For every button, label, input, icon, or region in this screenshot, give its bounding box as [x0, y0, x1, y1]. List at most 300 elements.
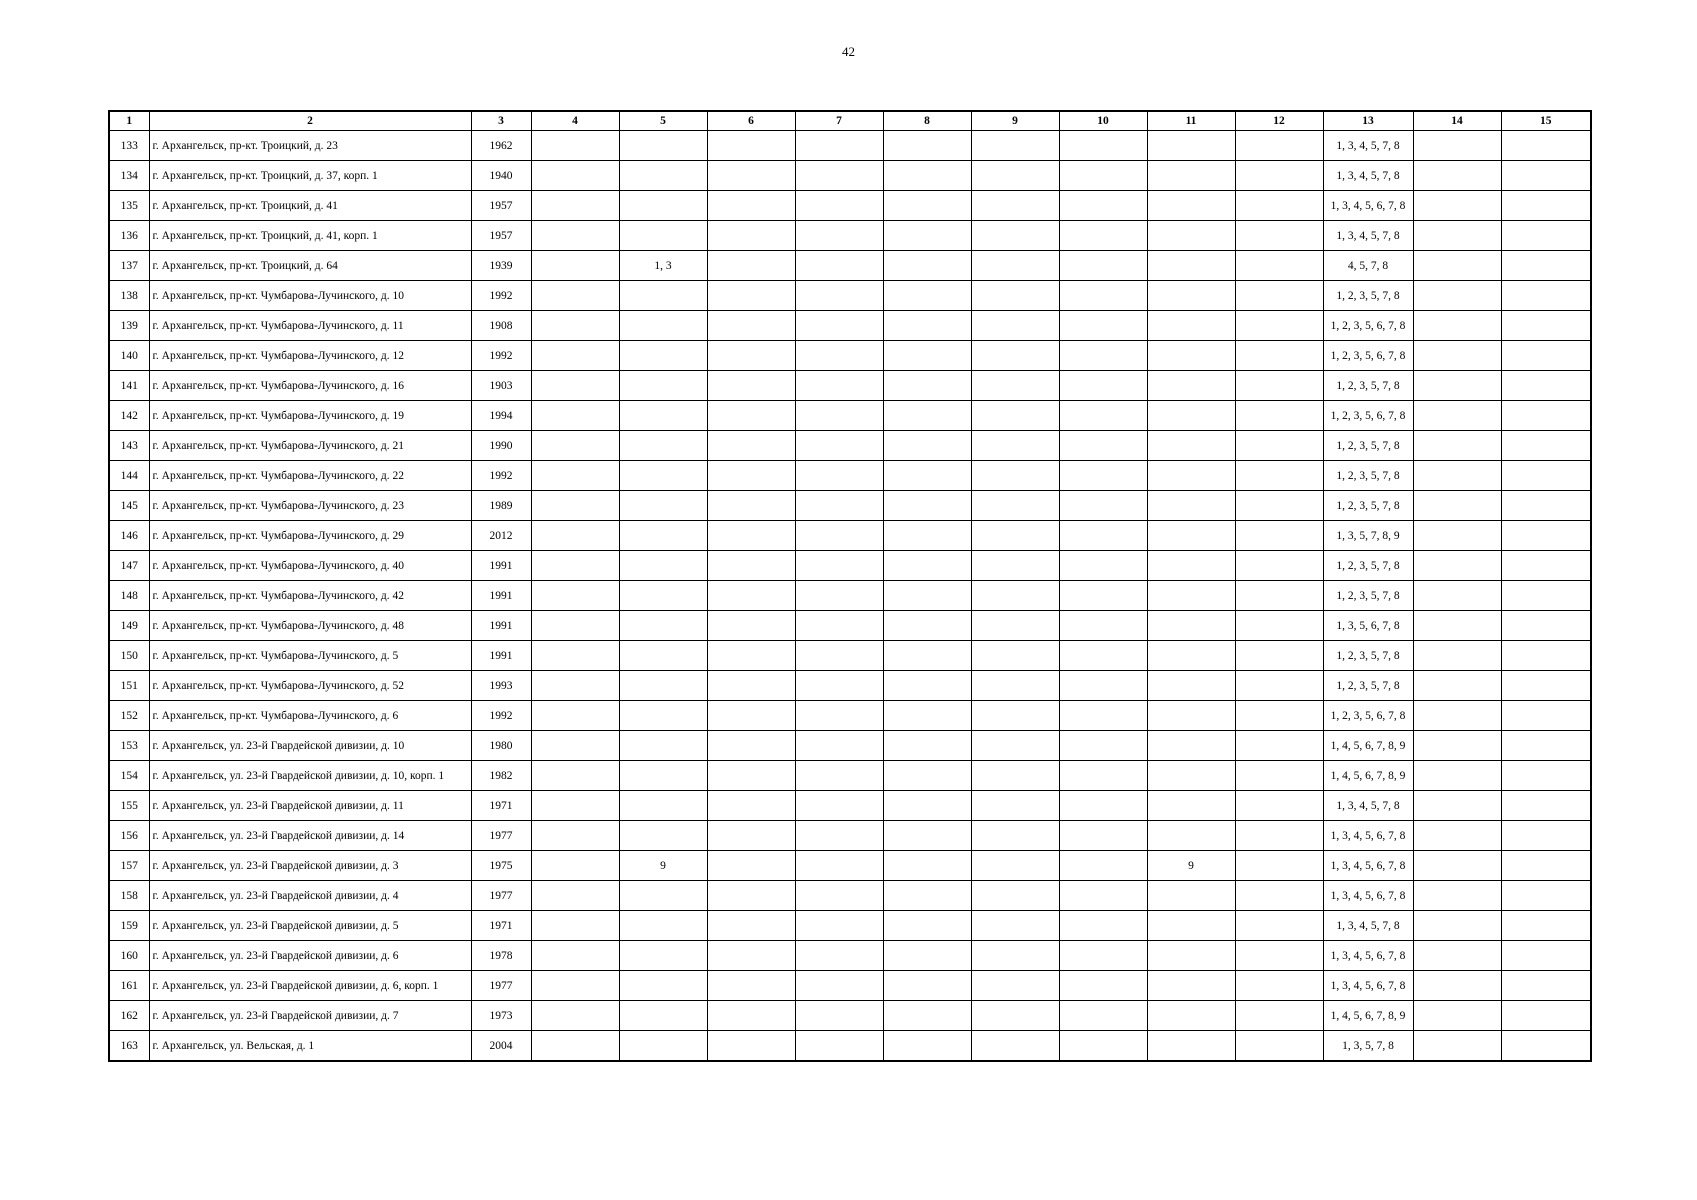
table-cell [795, 191, 883, 221]
table-cell [1059, 731, 1147, 761]
table-cell [619, 431, 707, 461]
table-row [109, 191, 1591, 221]
table-cell: 1, 2, 3, 5, 7, 8 [1323, 371, 1413, 401]
row-number-cell: 156 [109, 821, 149, 851]
table-cell [1501, 911, 1591, 941]
table-cell [883, 731, 971, 761]
table-cell [883, 1031, 971, 1062]
table-cell [619, 131, 707, 161]
table-cell [795, 371, 883, 401]
year-cell: 1957 [471, 191, 531, 221]
table-cell [1413, 1031, 1501, 1062]
table-cell [619, 521, 707, 551]
table-cell [1147, 281, 1235, 311]
table-cell: 1, 2, 3, 5, 7, 8 [1323, 551, 1413, 581]
table-cell [883, 341, 971, 371]
column-header-7: 7 [795, 111, 883, 131]
table-cell [1147, 401, 1235, 431]
row-number-cell: 158 [109, 881, 149, 911]
table-cell [619, 971, 707, 1001]
table-cell [1501, 821, 1591, 851]
table-cell [971, 221, 1059, 251]
table-cell [1235, 251, 1323, 281]
table-cell: 1, 3, 4, 5, 7, 8 [1323, 161, 1413, 191]
table-cell [619, 821, 707, 851]
address-cell: г. Архангельск, пр-кт. Чумбарова-Лучинского, д. 40 [149, 551, 471, 581]
table-cell [1413, 191, 1501, 221]
year-cell: 1992 [471, 461, 531, 491]
row-number-cell: 146 [109, 521, 149, 551]
table-row [109, 161, 1591, 191]
row-number-cell: 134 [109, 161, 149, 191]
table-cell [971, 821, 1059, 851]
table-cell [619, 731, 707, 761]
table-cell [1413, 671, 1501, 701]
table-cell [1413, 821, 1501, 851]
table-cell: 1, 3, 4, 5, 6, 7, 8 [1323, 941, 1413, 971]
year-cell: 2012 [471, 521, 531, 551]
row-number-cell: 136 [109, 221, 149, 251]
table-cell [1235, 401, 1323, 431]
column-header-8: 8 [883, 111, 971, 131]
table-cell [795, 701, 883, 731]
column-header-4: 4 [531, 111, 619, 131]
table-cell [1147, 551, 1235, 581]
table-cell [1059, 131, 1147, 161]
address-cell: г. Архангельск, пр-кт. Чумбарова-Лучинского, д. 19 [149, 401, 471, 431]
year-cell: 1939 [471, 251, 531, 281]
table-cell [707, 911, 795, 941]
table-cell: 1, 3, 5, 7, 8 [1323, 1031, 1413, 1062]
table-cell [707, 551, 795, 581]
table-cell [707, 701, 795, 731]
address-cell: г. Архангельск, пр-кт. Чумбарова-Лучинского, д. 52 [149, 671, 471, 701]
table-cell [883, 521, 971, 551]
table-cell [795, 461, 883, 491]
table-cell [1147, 671, 1235, 701]
table-cell [971, 551, 1059, 581]
table-cell [1413, 461, 1501, 491]
table-cell [795, 641, 883, 671]
table-cell [531, 671, 619, 701]
row-number-cell: 161 [109, 971, 149, 1001]
table-cell [1235, 671, 1323, 701]
table-cell [883, 191, 971, 221]
table-cell [795, 431, 883, 461]
row-number-cell: 133 [109, 131, 149, 161]
table-cell [619, 461, 707, 491]
column-header-14: 14 [1413, 111, 1501, 131]
table-cell [531, 1001, 619, 1031]
year-cell: 1962 [471, 131, 531, 161]
table-cell [971, 311, 1059, 341]
table-cell [1235, 821, 1323, 851]
table-cell [531, 431, 619, 461]
table-cell [1413, 371, 1501, 401]
table-cell [971, 191, 1059, 221]
table-cell [1059, 521, 1147, 551]
table-cell: 1, 4, 5, 6, 7, 8, 9 [1323, 761, 1413, 791]
table-cell [1059, 701, 1147, 731]
table-cell [1059, 161, 1147, 191]
table-cell: 1, 3, 4, 5, 6, 7, 8 [1323, 191, 1413, 221]
address-cell: г. Архангельск, пр-кт. Троицкий, д. 23 [149, 131, 471, 161]
table-cell [1413, 791, 1501, 821]
column-header-6: 6 [707, 111, 795, 131]
row-number-cell: 150 [109, 641, 149, 671]
table-cell [1059, 581, 1147, 611]
header-row [109, 111, 1591, 131]
table-cell [531, 551, 619, 581]
table-cell [795, 251, 883, 281]
table-cell [1147, 311, 1235, 341]
table-cell [1059, 971, 1147, 1001]
table-cell [1059, 791, 1147, 821]
table-cell [707, 821, 795, 851]
row-number-cell: 154 [109, 761, 149, 791]
table-cell [531, 341, 619, 371]
table-cell [1235, 311, 1323, 341]
table-cell [1235, 881, 1323, 911]
table-cell [531, 281, 619, 311]
table-cell: 1, 2, 3, 5, 7, 8 [1323, 581, 1413, 611]
table-cell [1413, 131, 1501, 161]
table-cell [971, 251, 1059, 281]
address-cell: г. Архангельск, ул. 23-й Гвардейской дивизии, д. 10, корп. 1 [149, 761, 471, 791]
year-cell: 1992 [471, 701, 531, 731]
row-number-cell: 152 [109, 701, 149, 731]
row-number-cell: 153 [109, 731, 149, 761]
table-cell [883, 611, 971, 641]
year-cell: 1975 [471, 851, 531, 881]
page-number: 42 [842, 44, 855, 59]
table-cell [707, 161, 795, 191]
table-cell [531, 581, 619, 611]
table-cell [1059, 371, 1147, 401]
table-cell [1147, 371, 1235, 401]
table-row [109, 431, 1591, 461]
table-cell [1235, 551, 1323, 581]
table-cell [795, 791, 883, 821]
table-row [109, 521, 1591, 551]
table-cell [1235, 701, 1323, 731]
table-cell [971, 431, 1059, 461]
table-cell [795, 221, 883, 251]
table-cell [1059, 641, 1147, 671]
table-cell [795, 881, 883, 911]
table-cell [619, 1001, 707, 1031]
table-cell [971, 521, 1059, 551]
table-row [109, 761, 1591, 791]
table-cell [795, 761, 883, 791]
year-cell: 1978 [471, 941, 531, 971]
table-cell [1059, 431, 1147, 461]
address-cell: г. Архангельск, пр-кт. Чумбарова-Лучинского, д. 42 [149, 581, 471, 611]
table-row [109, 1031, 1591, 1062]
address-cell: г. Архангельск, ул. 23-й Гвардейской дивизии, д. 14 [149, 821, 471, 851]
table-cell [883, 401, 971, 431]
table-cell [1059, 461, 1147, 491]
year-cell: 1973 [471, 1001, 531, 1031]
table-cell [1235, 191, 1323, 221]
year-cell: 1993 [471, 671, 531, 701]
year-cell: 1991 [471, 641, 531, 671]
table-cell [1413, 1001, 1501, 1031]
table-cell [1501, 401, 1591, 431]
table-cell [531, 161, 619, 191]
table-cell [795, 1001, 883, 1031]
table-cell [971, 161, 1059, 191]
table-cell [531, 791, 619, 821]
table-cell [1235, 491, 1323, 521]
row-number-cell: 135 [109, 191, 149, 221]
table-cell [531, 851, 619, 881]
table-cell [1501, 881, 1591, 911]
table-cell [1413, 311, 1501, 341]
table-cell [883, 431, 971, 461]
table-cell [1501, 791, 1591, 821]
year-cell: 1903 [471, 371, 531, 401]
year-cell: 1992 [471, 281, 531, 311]
address-cell: г. Архангельск, пр-кт. Чумбарова-Лучинского, д. 23 [149, 491, 471, 521]
table-cell [1059, 341, 1147, 371]
table-cell [707, 791, 795, 821]
table-cell [619, 281, 707, 311]
year-cell: 1980 [471, 731, 531, 761]
table-cell [531, 761, 619, 791]
table-cell [1413, 701, 1501, 731]
table-cell [1501, 851, 1591, 881]
table-cell [1059, 311, 1147, 341]
table-cell [1501, 761, 1591, 791]
table-cell [1413, 551, 1501, 581]
table-cell: 1, 3, 4, 5, 6, 7, 8 [1323, 851, 1413, 881]
table-cell: 4, 5, 7, 8 [1323, 251, 1413, 281]
table-cell [1413, 911, 1501, 941]
table-row [109, 491, 1591, 521]
table-cell [1059, 911, 1147, 941]
table-cell [1147, 461, 1235, 491]
table-cell [1501, 941, 1591, 971]
table-row [109, 401, 1591, 431]
table-cell [1235, 131, 1323, 161]
table-cell [883, 491, 971, 521]
table-cell [1059, 1001, 1147, 1031]
table-cell [1059, 881, 1147, 911]
table-cell [531, 311, 619, 341]
table-cell [1501, 251, 1591, 281]
table-cell [971, 911, 1059, 941]
table-cell: 1, 2, 3, 5, 7, 8 [1323, 671, 1413, 701]
table-cell [971, 761, 1059, 791]
table-cell: 1, 3, 5, 7, 8, 9 [1323, 521, 1413, 551]
table-cell [1413, 611, 1501, 641]
table-cell [707, 341, 795, 371]
table-cell [971, 341, 1059, 371]
table-cell [795, 161, 883, 191]
table-cell: 1, 3, 4, 5, 7, 8 [1323, 911, 1413, 941]
row-number-cell: 140 [109, 341, 149, 371]
table-cell: 1, 3, 4, 5, 6, 7, 8 [1323, 971, 1413, 1001]
table-cell [531, 881, 619, 911]
table-cell [1059, 611, 1147, 641]
address-cell: г. Архангельск, пр-кт. Чумбарова-Лучинского, д. 12 [149, 341, 471, 371]
table-cell [1059, 761, 1147, 791]
table-cell [1235, 281, 1323, 311]
table-cell [795, 821, 883, 851]
table-cell [1501, 161, 1591, 191]
table-cell [707, 881, 795, 911]
table-row [109, 791, 1591, 821]
table-cell [971, 731, 1059, 761]
table-cell [1501, 191, 1591, 221]
table-cell [1147, 641, 1235, 671]
row-number-cell: 159 [109, 911, 149, 941]
row-number-cell: 147 [109, 551, 149, 581]
table-cell [531, 701, 619, 731]
table-row [109, 341, 1591, 371]
table-cell [883, 131, 971, 161]
table-cell [619, 911, 707, 941]
table-cell [971, 671, 1059, 701]
year-cell: 1994 [471, 401, 531, 431]
table-cell [1413, 431, 1501, 461]
row-number-cell: 149 [109, 611, 149, 641]
table-cell [795, 851, 883, 881]
table-cell [707, 191, 795, 221]
table-cell [531, 1031, 619, 1062]
year-cell: 1940 [471, 161, 531, 191]
table-cell [883, 701, 971, 731]
table-cell [707, 431, 795, 461]
table-cell [1059, 191, 1147, 221]
table-cell [619, 761, 707, 791]
address-cell: г. Архангельск, пр-кт. Чумбарова-Лучинского, д. 6 [149, 701, 471, 731]
table-cell [1413, 251, 1501, 281]
address-cell: г. Архангельск, ул. 23-й Гвардейской дивизии, д. 6 [149, 941, 471, 971]
table-cell [531, 911, 619, 941]
table-cell [883, 371, 971, 401]
table-cell [531, 491, 619, 521]
table-cell [707, 521, 795, 551]
table-cell [1501, 971, 1591, 1001]
address-cell: г. Архангельск, пр-кт. Чумбарова-Лучинского, д. 29 [149, 521, 471, 551]
table-cell [707, 311, 795, 341]
table-cell [1147, 431, 1235, 461]
table-cell [1235, 911, 1323, 941]
table-cell [619, 881, 707, 911]
table-cell [1501, 1001, 1591, 1031]
table-cell [619, 1031, 707, 1062]
year-cell: 1977 [471, 821, 531, 851]
table-row [109, 1001, 1591, 1031]
address-cell: г. Архангельск, пр-кт. Троицкий, д. 41 [149, 191, 471, 221]
table-cell [795, 731, 883, 761]
table-cell [531, 401, 619, 431]
table-cell [1235, 161, 1323, 191]
table-cell [795, 671, 883, 701]
table-cell [1235, 1001, 1323, 1031]
year-cell: 1977 [471, 971, 531, 1001]
address-cell: г. Архангельск, ул. 23-й Гвардейской дивизии, д. 4 [149, 881, 471, 911]
table-cell [1059, 401, 1147, 431]
address-cell: г. Архангельск, ул. 23-й Гвардейской дивизии, д. 11 [149, 791, 471, 821]
table-row [109, 581, 1591, 611]
table-cell [707, 641, 795, 671]
table-cell [1501, 461, 1591, 491]
row-number-cell: 142 [109, 401, 149, 431]
year-cell: 1908 [471, 311, 531, 341]
table-cell [1235, 971, 1323, 1001]
table-cell [619, 221, 707, 251]
table-cell [707, 851, 795, 881]
table-cell [1059, 491, 1147, 521]
table-cell: 1, 3 [619, 251, 707, 281]
table-cell [1147, 191, 1235, 221]
table-cell [1235, 611, 1323, 641]
table-cell [619, 941, 707, 971]
row-number-cell: 148 [109, 581, 149, 611]
table-cell [883, 1001, 971, 1031]
table-cell: 1, 2, 3, 5, 7, 8 [1323, 281, 1413, 311]
table-cell [1501, 341, 1591, 371]
year-cell: 1992 [471, 341, 531, 371]
year-cell: 1957 [471, 221, 531, 251]
table-cell [531, 641, 619, 671]
table-cell: 1, 2, 3, 5, 7, 8 [1323, 641, 1413, 671]
year-cell: 1982 [471, 761, 531, 791]
table-cell [707, 671, 795, 701]
table-cell [1059, 551, 1147, 581]
table-cell [971, 281, 1059, 311]
table-cell [971, 791, 1059, 821]
table-cell [1413, 221, 1501, 251]
table-cell [1147, 341, 1235, 371]
address-cell: г. Архангельск, пр-кт. Троицкий, д. 64 [149, 251, 471, 281]
table-cell [1501, 611, 1591, 641]
row-number-cell: 155 [109, 791, 149, 821]
column-header-1: 1 [109, 111, 149, 131]
table-cell [1235, 851, 1323, 881]
table-cell [619, 551, 707, 581]
table-cell [883, 881, 971, 911]
table-cell [971, 131, 1059, 161]
table-cell [531, 221, 619, 251]
table-cell [1147, 131, 1235, 161]
table-cell [707, 611, 795, 641]
table-cell: 1, 3, 5, 6, 7, 8 [1323, 611, 1413, 641]
table-cell [883, 641, 971, 671]
address-cell: г. Архангельск, пр-кт. Чумбарова-Лучинского, д. 11 [149, 311, 471, 341]
table-cell [883, 221, 971, 251]
table-cell [531, 821, 619, 851]
table-cell [619, 161, 707, 191]
table-cell [1235, 791, 1323, 821]
table-cell [883, 311, 971, 341]
table-cell: 1, 2, 3, 5, 6, 7, 8 [1323, 341, 1413, 371]
column-header-9: 9 [971, 111, 1059, 131]
table-cell [1501, 551, 1591, 581]
table-cell [1501, 281, 1591, 311]
table-cell: 1, 3, 4, 5, 6, 7, 8 [1323, 881, 1413, 911]
year-cell: 1991 [471, 611, 531, 641]
table-row [109, 371, 1591, 401]
table-cell [971, 611, 1059, 641]
table-cell [531, 131, 619, 161]
table-cell [707, 1031, 795, 1062]
table-cell [531, 521, 619, 551]
table-cell [1501, 1031, 1591, 1062]
